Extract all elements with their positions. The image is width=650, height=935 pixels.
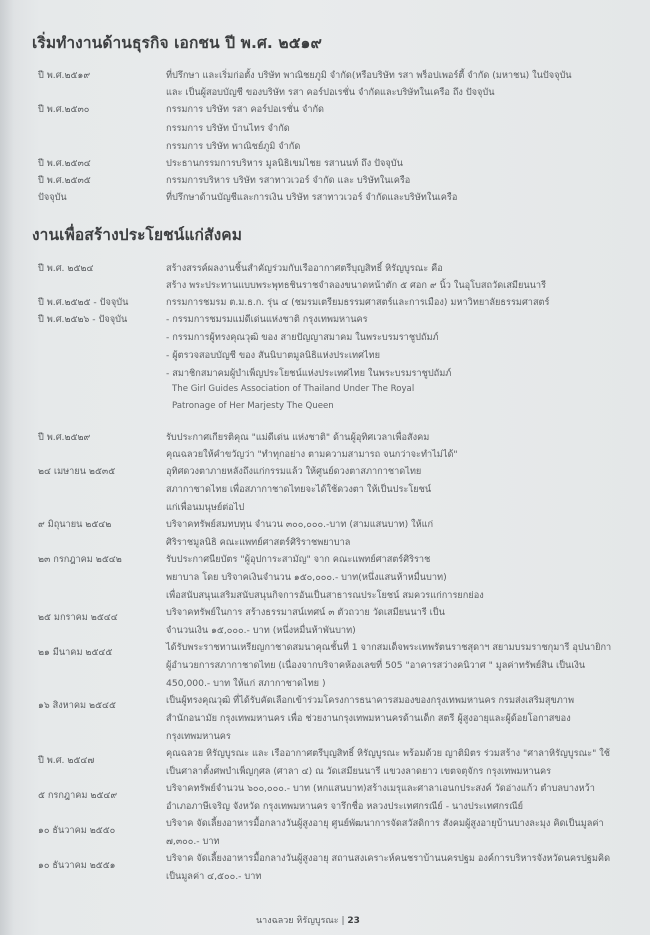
entry-text: สำนักอนามัย กรุงเทพมหานคร เพื่อ ช่วยงานกรุงเทพมหานครด้านเด็ก สตรี ผู้สูงอายุและผู้ด้อยโอกาสของ: [166, 713, 571, 724]
entry-text: ศิริราชมูลนิธิ คณะแพทย์ศาสตร์ศิริราชพยาบาล: [166, 537, 351, 548]
entry-text: อุทิศดวงตาภายหลังถึงแก่กรรมแล้ว ให้ศูนย์ดวงตาสภากาชาดไทย: [166, 466, 422, 477]
entry-text-english: Patronage of Her Marjesty The Queen: [172, 401, 334, 411]
entry-text: ๗,๓๐๐.- บาท: [166, 836, 220, 847]
entry-text: 450,000.- บาท ให้แก่ สภากาชาดไทย ): [166, 678, 326, 689]
entry-date: ๒๔ เมษายน ๒๕๓๕: [38, 466, 116, 477]
entry-date: ๑๖ สิงหาคม ๒๕๔๕: [38, 700, 116, 711]
entry-date: ๒๕ มกราคม ๒๕๔๔: [38, 612, 118, 623]
entry-date: ๑๐ ธันวาคม ๒๕๕๑: [38, 860, 116, 871]
entry-text: เป็นศาลาตั้งศพบำเพ็ญกุศล (ศาลา ๔) ณ วัดเสมียนนารี แขวงลาดยาว เขตจตุจักร กรุงเทพมหานคร: [166, 766, 552, 777]
entry-date: ปี พ.ศ.๒๕๑๙: [38, 70, 91, 81]
entry-text: แก่เพื่อนมนุษย์ต่อไป: [166, 502, 245, 513]
entry-date: ปี พ.ศ.๒๕๓๔: [38, 158, 91, 169]
entry-text: ผู้อำนวยการสภากาชาดไทย (เนื่องจากบริจาคห้องเลขที่ 505 "อาคารสว่างคนิวาศ " มูลค่าทรัพย์สิน เป็นเงิน: [166, 660, 586, 671]
entry-text: กรรมการบริหาร บริษัท รสาทาวเวอร์ จำกัด และ บริษัทในเครือ: [166, 175, 411, 186]
entry-text: สร้างสรรค์ผลงานชิ้นสำคัญร่วมกับเรืออากาศตรีบุญสิทธิ์ หิรัญบูรณะ คือ: [166, 263, 443, 274]
entry-text: กรรมการ บริษัท บ้านไทร จำกัด: [166, 123, 290, 134]
entry-text: รับประกาศเกียรติคุณ "แม่ดีเด่น แห่งชาติ" ด้านผู้อุทิศเวลาเพื่อสังคม: [166, 432, 430, 443]
entry-text: - กรรมการผู้ทรงคุณวุฒิ ของ สายปัญญาสมาคม ในพระบรมราชูปถัมภ์: [166, 332, 439, 343]
entry-text: บริจาคทรัพย์สมทบทุน จำนวน ๓๐๐,๐๐๐.-บาท (สามแสนบาท) ให้แก่: [166, 519, 434, 530]
entry-text: - กรรมการชมรมแม่ดีเด่นแห่งชาติ กรุงเทพมหานคร: [166, 314, 368, 325]
entry-text: ที่ปรึกษา และเริ่มก่อตั้ง บริษัท พาณิชยภูมิ จำกัด(หรือบริษัท รสา พร็อปเพอร์ตี้ จำกัด (มหาชน) ในปัจจุบัน: [166, 70, 572, 81]
entry-text: บริจาคทรัพย์ในการ สร้างธรรมาสน์เทศน์ ๓ ตัวถวาย วัดเสมียนนารี เป็น: [166, 607, 445, 618]
entry-date: ปี พ.ศ.๒๕๓๕: [38, 175, 91, 186]
entry-text: เป็นมูลค่า ๔,๕๐๐.- บาท: [166, 871, 262, 882]
entry-text: สภากาชาดไทย เพื่อสภากาชาดไทยจะได้ใช้ดวงตา ให้เป็นประโยชน์: [166, 484, 432, 495]
entry-text: ที่ปรึกษาด้านบัญชีและการเงิน บริษัท รสาทาวเวอร์ จำกัดและบริษัทในเครือ: [166, 192, 458, 203]
entry-text: กรรมการ บริษัท รสา คอร์ปอเรชั่น จำกัด: [166, 104, 325, 115]
entry-date: ปี พ.ศ. ๒๕๔๗: [38, 755, 95, 766]
entry-text: - ผู้ตรวจสอบบัญชี ของ สันนิบาตมูลนิธิแห่งประเทศไทย: [166, 350, 380, 361]
entry-date: ๙ มิถุนายน ๒๕๔๒: [38, 519, 112, 530]
entry-text: คุณฉลวยให้คำขวัญว่า "ทำทุกอย่าง ตามความสามารถ จนกว่าจะทำไม่ได้": [166, 449, 458, 460]
entry-text: รับประกาศนียบัตร "ผู้อุปการะสามัญ" จาก คณะแพทย์ศาสตร์ศิริราช: [166, 554, 431, 565]
entry-date: ปัจจุบัน: [38, 192, 67, 203]
entry-date: ปี พ.ศ.๒๕๒๖ - ปัจจุบัน: [38, 314, 128, 325]
section-heading-social: งานเพื่อสร้างประโยชน์แก่สังคม: [32, 226, 243, 244]
entry-text: - สมาชิกสมาคมผู้บำเพ็ญประโยชน์แห่งประเทศไทย ในพระบรมราชูปถัมภ์: [166, 368, 452, 379]
entry-date: ปี พ.ศ.๒๕๒๕ - ปัจจุบัน: [38, 297, 129, 308]
page-footer: [256, 913, 360, 927]
entry-text: พยาบาล โดย บริจาคเงินจำนวน ๑๕๐,๐๐๐.- บาท(หนึ่งแสนห้าหมื่นบาท): [166, 572, 447, 583]
entry-text: จำนวนเงิน ๑๕,๐๐๐.- บาท (หนึ่งหมื่นห้าพันบาท): [166, 625, 356, 636]
entry-text: บริจาค จัดเลี้ยงอาหารมื้อกลางวันผู้สูงอายุ สถานสงเคราะห์คนชราบ้านนครปฐม องค์การบริหารจังหวัดนครปฐมคิด: [166, 853, 611, 864]
entry-text: ประธานกรรมการบริหาร มูลนิธิเขมไชย รสานนท์ ถึง ปัจจุบัน: [166, 158, 403, 169]
entry-text: คุณฉลวย หิรัญบูรณะ และ เรืออากาศตรีบุญสิทธิ์ หิรัญบูรณะ พร้อมด้วย ญาติมิตร ร่วมสร้าง "ศาลาหิรัญบูรณะ" ใช้: [166, 748, 610, 759]
entry-date: ปี พ.ศ.๒๕๒๙: [38, 432, 91, 443]
entry-text: กรรมการชมรม ต.ม.ธ.ก. รุ่น ๔ (ชมรมเตรียมธรรมศาสตร์และการเมือง) มหาวิทยาลัยธรรมศาสตร์: [166, 297, 550, 308]
entry-text: เพื่อสนับสนุนเสริมสนับสนุนกิจการอันเป็นสาธารณประโยชน์ สมควรแก่การยกย่อง: [166, 590, 484, 601]
entry-text: บริจาค จัดเลี้ยงอาหารมื้อกลางวันผู้สูงอายุ ศูนย์พัฒนาการจัดสวัสดิการ สังคมผู้สูงอายุบ้านบางละมุง คิดเป็นมูลค่า: [166, 818, 604, 829]
entry-text: กรรมการ บริษัท พาณิชย์ภูมิ จำกัด: [166, 141, 301, 152]
footer-name: นางฉลวย หิรัญบูรณะ: [256, 916, 339, 926]
entry-date: ปี พ.ศ. ๒๕๒๔: [38, 263, 94, 274]
page-number: 23: [347, 916, 360, 926]
entry-date: ๒๓ กรกฎาคม ๒๕๔๒: [38, 554, 122, 565]
footer-separator: |: [341, 916, 345, 926]
entry-date: ปี พ.ศ.๒๕๓๐: [38, 104, 90, 115]
entry-date: ๑๐ ธันวาคม ๒๕๕๐: [38, 825, 116, 836]
entry-text: และ เป็นผู้สอบบัญชี ของบริษัท รสา คอร์ปอเรชั่น จำกัดและบริษัทในเครือ ถึง ปัจจุบัน: [166, 87, 495, 98]
entry-date: ๒๑ มีนาคม ๒๕๔๕: [38, 647, 113, 658]
entry-text-english: The Girl Guides Association of Thailand Under The Royal: [172, 384, 415, 394]
entry-text: ได้รับพระราชทานเหรียญกาชาดสมนาคุณชั้นที่ 1 จากสมเด็จพระเทพรัตนราชสุดาฯ สยามบรมราชกุมารี อุปนายิกา: [166, 642, 612, 653]
entry-text: อำเภอภาษีเจริญ จังหวัด กรุงเทพมหานคร จารึกชื่อ หลวงประเทศกรณีย์ - นางประเทศกรณีย์: [166, 801, 524, 812]
section-heading-business: เริ่มทำงานด้านธุรกิจ เอกชน ปี พ.ศ. ๒๕๑๙: [32, 34, 322, 52]
entry-text: เป็นผู้ทรงคุณวุฒิ ที่ได้รับคัดเลือกเข้าร่วมโครงการธนาคารสมองของกรุงเทพมหานคร กรมส่งเสริมสุขภาพ: [166, 695, 574, 706]
entry-text: บริจาคทรัพย์จำนวน ๖๐๐,๐๐๐.- บาท (หกแสนบาท)สร้างเมรุและศาลาเอนกประสงค์ วัดอ่างแก้ว ตำบลบางหว้า: [166, 783, 595, 794]
entry-text: กรุงเทพมหานคร: [166, 731, 231, 742]
entry-text: สร้าง พระประทานแบบพระพุทธชินราชจำลองขนาดหน้าตัก ๕ ศอก ๙ นิ้ว ในอุโบสถวัดเสมียนนารี: [166, 280, 547, 291]
entry-date: ๕ กรกฎาคม ๒๕๔๙: [38, 790, 118, 801]
